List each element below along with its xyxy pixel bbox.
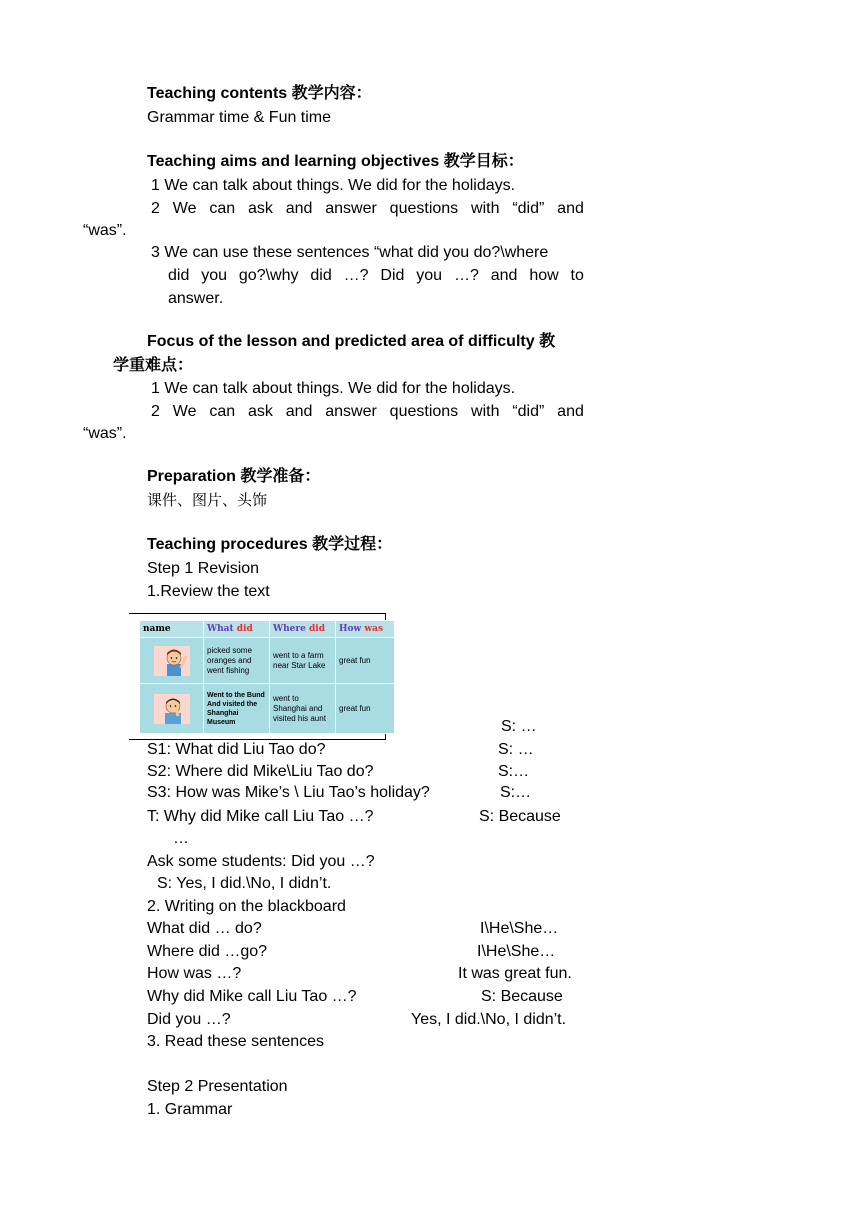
dialogue-teacher-continued: … (173, 830, 189, 847)
table-row (140, 684, 395, 734)
word: and (557, 200, 584, 217)
boy-waving-image (154, 646, 190, 676)
ask-students: Ask some students: Did you …? (147, 853, 375, 870)
step-1: Step 1 Revision (147, 560, 260, 577)
grammar-item: 1. Grammar (147, 1101, 233, 1118)
row2-how: great fun (336, 684, 395, 734)
review-table (139, 620, 395, 734)
word: how (529, 267, 559, 284)
dialogue-s2-answer: S:… (498, 763, 530, 780)
row1-what: picked some oranges and went fishing (204, 638, 270, 684)
contents-heading-zh: 教学内容： (291, 85, 372, 102)
step-2: Step 2 Presentation (147, 1078, 288, 1095)
word: Did (380, 267, 405, 284)
row1-where: went to a farm near Star Lake (270, 638, 336, 684)
review-table-header (140, 621, 395, 638)
word: 2 (151, 403, 160, 420)
focus-2-continued: “was”. (83, 425, 127, 442)
dialogue-s0-answer: S: … (501, 718, 537, 735)
word: can (209, 200, 236, 217)
focus-2 (151, 402, 584, 422)
header-where-did: Where did (270, 621, 336, 638)
review-text: 1.Review the text (147, 583, 270, 600)
prep-heading (147, 467, 320, 487)
dialogue-s2-question: S2: Where did Mike\Liu Tao do? (147, 763, 374, 780)
word: answer (325, 200, 377, 217)
word: …? (343, 267, 369, 284)
word: “did” (512, 403, 545, 420)
blackboard-title: 2. Writing on the blackboard (147, 898, 346, 915)
contents-heading (147, 84, 372, 104)
blackboard-a3: It was great fun. (458, 965, 572, 982)
student-reply: S: Yes, I did.\No, I didn’t. (157, 875, 332, 892)
focus-heading-zh-2: 学重难点： (113, 357, 194, 374)
word: 2 (151, 200, 160, 217)
word: and (557, 403, 584, 420)
header-how-was: How was (336, 621, 395, 638)
prep-body: 课件、图片、头饰 (147, 491, 268, 509)
aims-heading-zh: 教学目标： (443, 153, 524, 170)
blackboard-a4: S: Because (481, 988, 563, 1005)
row2-where: went to Shanghai and visited his aunt (270, 684, 336, 734)
read-sentences: 3. Read these sentences (147, 1033, 325, 1050)
word: We (172, 403, 197, 420)
word: with (471, 200, 500, 217)
word: questions (389, 200, 459, 217)
word: ask (247, 200, 273, 217)
blackboard-q4: Why did Mike call Liu Tao …? (147, 988, 357, 1005)
word: …? (453, 267, 479, 284)
word: and (285, 403, 313, 420)
blackboard-q3: How was …? (147, 965, 242, 982)
boy-thinking-image (154, 694, 190, 724)
word: ask (247, 403, 273, 420)
word: with (471, 403, 500, 420)
dialogue-teacher-question: T: Why did Mike call Liu Tao …? (147, 808, 374, 825)
aims-heading-en: Teaching aims and learning objectives (147, 153, 440, 170)
word: answer (325, 403, 377, 420)
focus-heading (147, 332, 555, 352)
header-name: name (140, 621, 204, 638)
aim-2-continued: “was”. (83, 222, 127, 239)
kid-picture-cell (140, 684, 204, 734)
blackboard-a1: I\He\She… (480, 920, 559, 937)
prep-heading-en: Preparation (147, 468, 236, 485)
procedures-heading (147, 535, 392, 555)
blackboard-q2: Where did …go? (147, 943, 268, 960)
kid-picture-cell (140, 638, 204, 684)
dialogue-s3-answer: S:… (500, 784, 532, 801)
aim-3-line-1: 3 We can use these sentences “what did you do?\where (151, 244, 549, 261)
word: “did” (512, 200, 545, 217)
aim-3-line-2 (168, 266, 584, 286)
contents-body: Grammar time & Fun time (147, 109, 332, 126)
aim-1: 1 We can talk about things. We did for the holidays. (151, 177, 516, 194)
dialogue-s1-answer: S: … (498, 741, 534, 758)
word: We (172, 200, 197, 217)
blackboard-q5: Did you …? (147, 1011, 231, 1028)
aim-3-line-3: answer. (168, 290, 224, 307)
aims-heading (147, 152, 524, 172)
word: you (201, 267, 228, 284)
procedures-heading-en: Teaching procedures (147, 536, 308, 553)
dialogue-teacher-answer: S: Because (479, 808, 561, 825)
focus-heading-en: Focus of the lesson and predicted area of difficulty (147, 333, 535, 350)
dialogue-s1-question: S1: What did Liu Tao do? (147, 741, 326, 758)
word: did (168, 267, 190, 284)
row1-how: great fun (336, 638, 395, 684)
focus-heading-zh-1: 教 (539, 333, 556, 350)
focus-1: 1 We can talk about things. We did for the holidays. (151, 380, 516, 397)
word: did (310, 267, 332, 284)
word: go?\why (238, 267, 299, 284)
word: and (285, 200, 313, 217)
dialogue-s3-question: S3: How was Mike’s \ Liu Tao’s holiday? (147, 784, 430, 801)
header-what-did: What did (204, 621, 270, 638)
word: can (209, 403, 236, 420)
word: you (416, 267, 443, 284)
row2-what: Went to the Bund And visited the Shanghai Museum (204, 684, 270, 734)
word: to (570, 267, 584, 284)
aim-2 (151, 199, 584, 219)
procedures-heading-zh: 教学过程： (312, 536, 393, 553)
blackboard-a5: Yes, I did.\No, I didn’t. (411, 1011, 567, 1028)
blackboard-a2: I\He\She… (477, 943, 556, 960)
word: and (490, 267, 518, 284)
contents-heading-en: Teaching contents (147, 85, 288, 102)
word: questions (389, 403, 459, 420)
table-row (140, 638, 395, 684)
blackboard-q1: What did … do? (147, 920, 262, 937)
prep-heading-zh: 教学准备： (240, 468, 321, 485)
